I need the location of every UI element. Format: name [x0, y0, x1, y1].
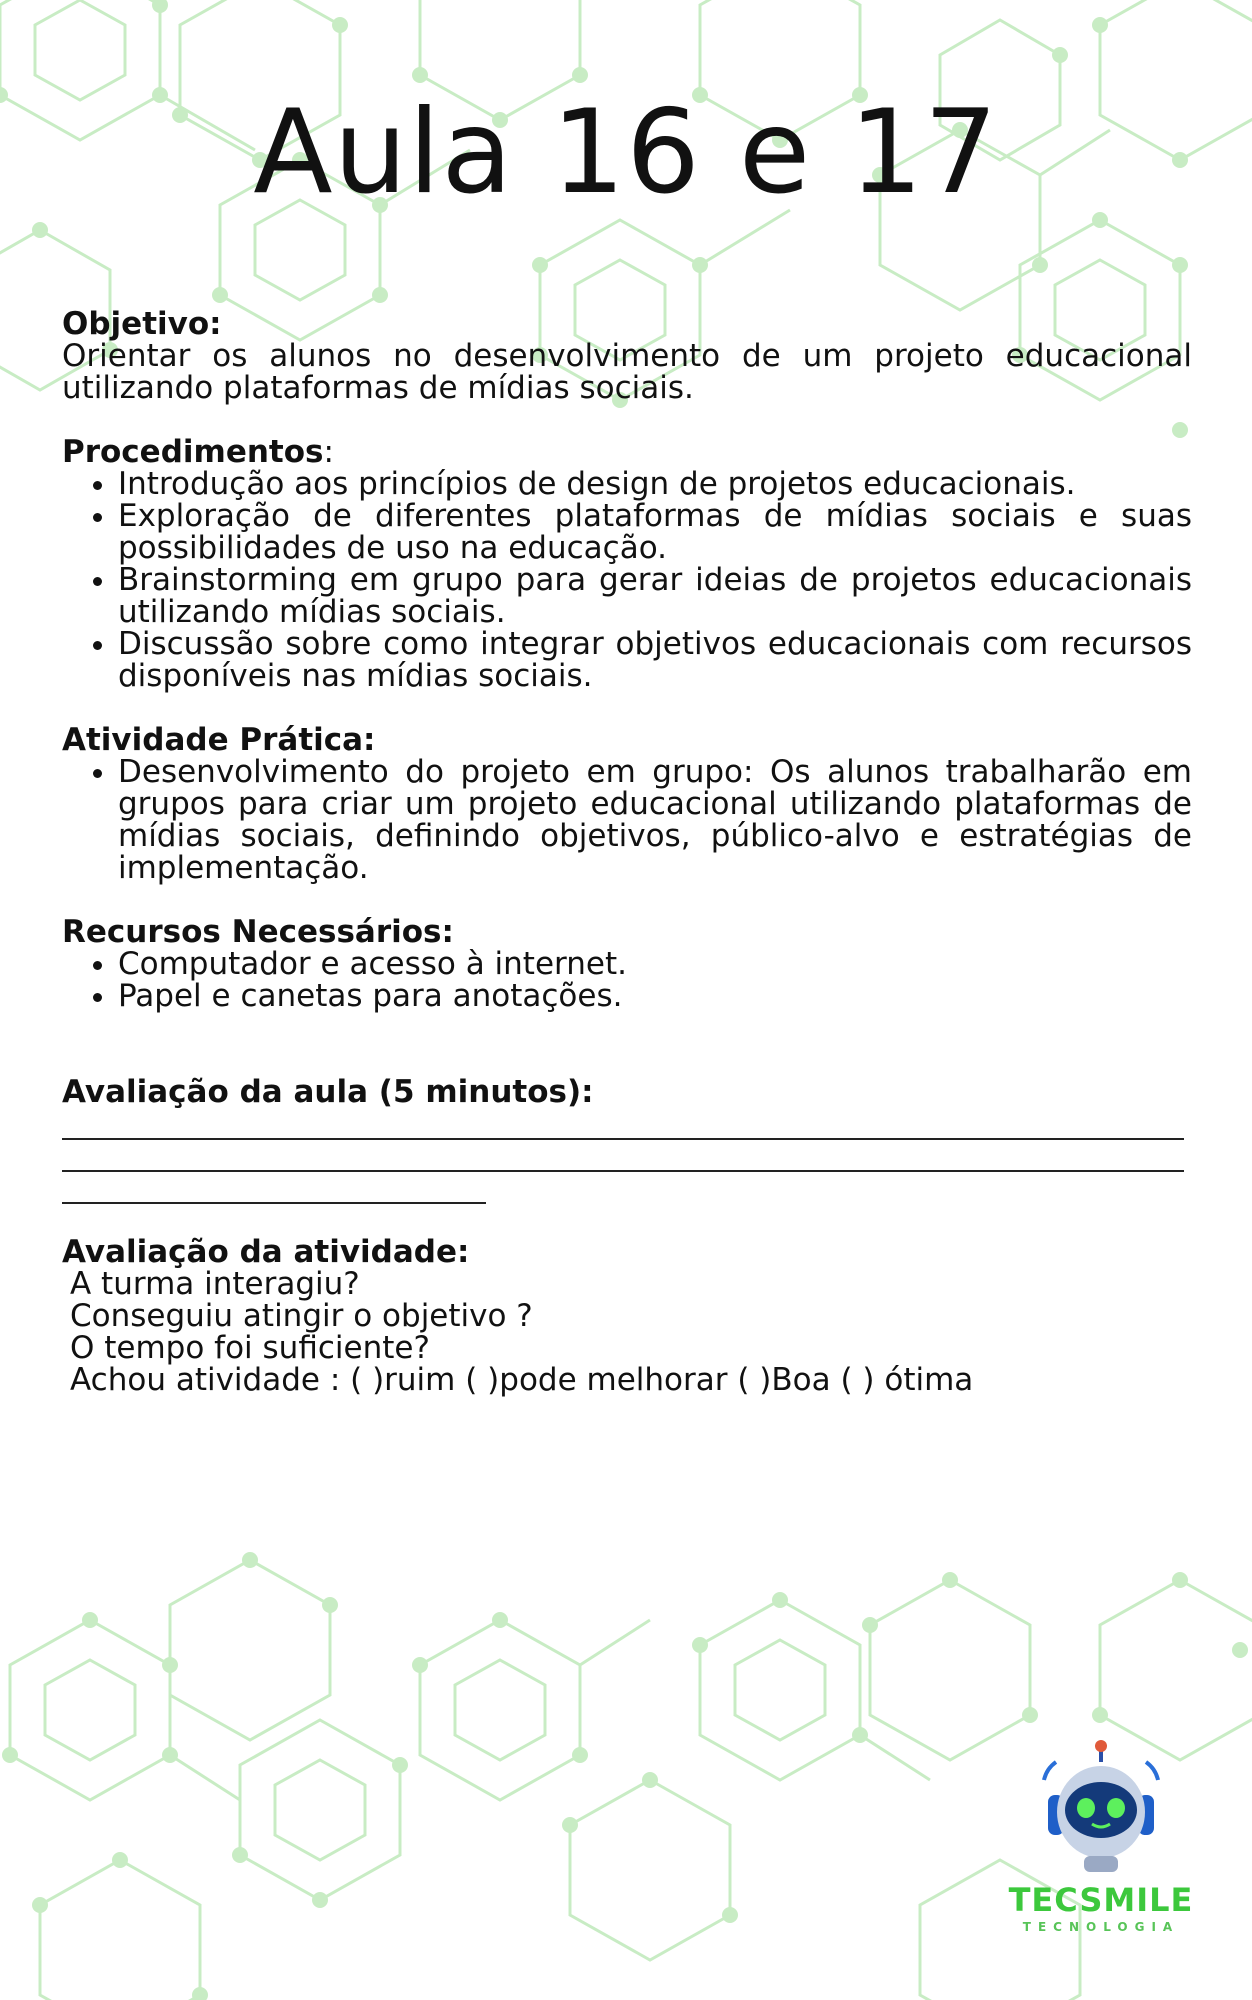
- robot-icon: [996, 1740, 1206, 1880]
- procedimentos-colon: :: [323, 434, 334, 470]
- atividade-pratica-list: [62, 756, 1192, 884]
- question-line: A turma interagiu?: [70, 1266, 360, 1302]
- answer-line[interactable]: [62, 1172, 486, 1204]
- list-item: • Exploração de diferentes plataformas de mídias sociais e suas possibilidades de uso na educação.: [118, 500, 1192, 564]
- atividade-pratica-heading: Atividade Prática:: [62, 722, 376, 758]
- avaliacao-aula-heading: Avaliação da aula (5 minutos):: [62, 1074, 594, 1110]
- rating-line: Achou atividade : ( )ruim ( )pode melhorar ( )Boa ( ) ótima: [70, 1362, 974, 1398]
- avaliacao-atividade-heading: Avaliação da atividade:: [62, 1234, 470, 1270]
- question-line: Conseguiu atingir o objetivo ?: [70, 1298, 533, 1334]
- list-item: • Introdução aos princípios de design de projetos educacionais.: [118, 468, 1192, 500]
- objetivo-section: [62, 308, 1192, 404]
- lesson-content: [62, 308, 1192, 1396]
- page-title: Aula 16 e 17: [253, 85, 999, 220]
- objetivo-text: Orientar os alunos no desenvolvimento de um projeto educacional utilizando plataformas de mídias sociais.: [62, 338, 1192, 406]
- procedimentos-heading-row: [62, 436, 1192, 468]
- procedimentos-section: [62, 436, 1192, 692]
- list-item: • Desenvolvimento do projeto em grupo: Os alunos trabalharão em grupos para criar um projeto educacional utilizando plataformas de mídias sociais, definindo objetivos, público-alvo e estratégias de implementação.: [118, 756, 1192, 884]
- logo-tagline: TECNOLOGIA: [1022, 1920, 1180, 1934]
- procedimentos-list: [62, 468, 1192, 692]
- avaliacao-atividade-questions: [62, 1268, 1192, 1396]
- question-line: O tempo foi suficiente?: [70, 1330, 430, 1366]
- logo-name: TECSMILE: [1008, 1881, 1194, 1919]
- answer-line[interactable]: [62, 1108, 1184, 1140]
- recursos-heading: Recursos Necessários:: [62, 914, 454, 950]
- answer-line[interactable]: [62, 1140, 1184, 1172]
- list-item: • Papel e canetas para anotações.: [118, 980, 1192, 1012]
- list-item: • Computador e acesso à internet.: [118, 948, 1192, 980]
- avaliacao-atividade-section: [62, 1236, 1192, 1396]
- recursos-section: [62, 916, 1192, 1012]
- avaliacao-aula-section: [62, 1076, 1192, 1204]
- list-item: • Discussão sobre como integrar objetivos educacionais com recursos disponíveis nas mídias sociais.: [118, 628, 1192, 692]
- list-item: • Brainstorming em grupo para gerar ideias de projetos educacionais utilizando mídias sociais.: [118, 564, 1192, 628]
- atividade-pratica-section: [62, 724, 1192, 884]
- procedimentos-heading: Procedimentos: [62, 434, 324, 470]
- objetivo-heading: Objetivo:: [62, 306, 222, 342]
- tecsmile-logo: [996, 1740, 1206, 1940]
- recursos-list: [62, 948, 1192, 1012]
